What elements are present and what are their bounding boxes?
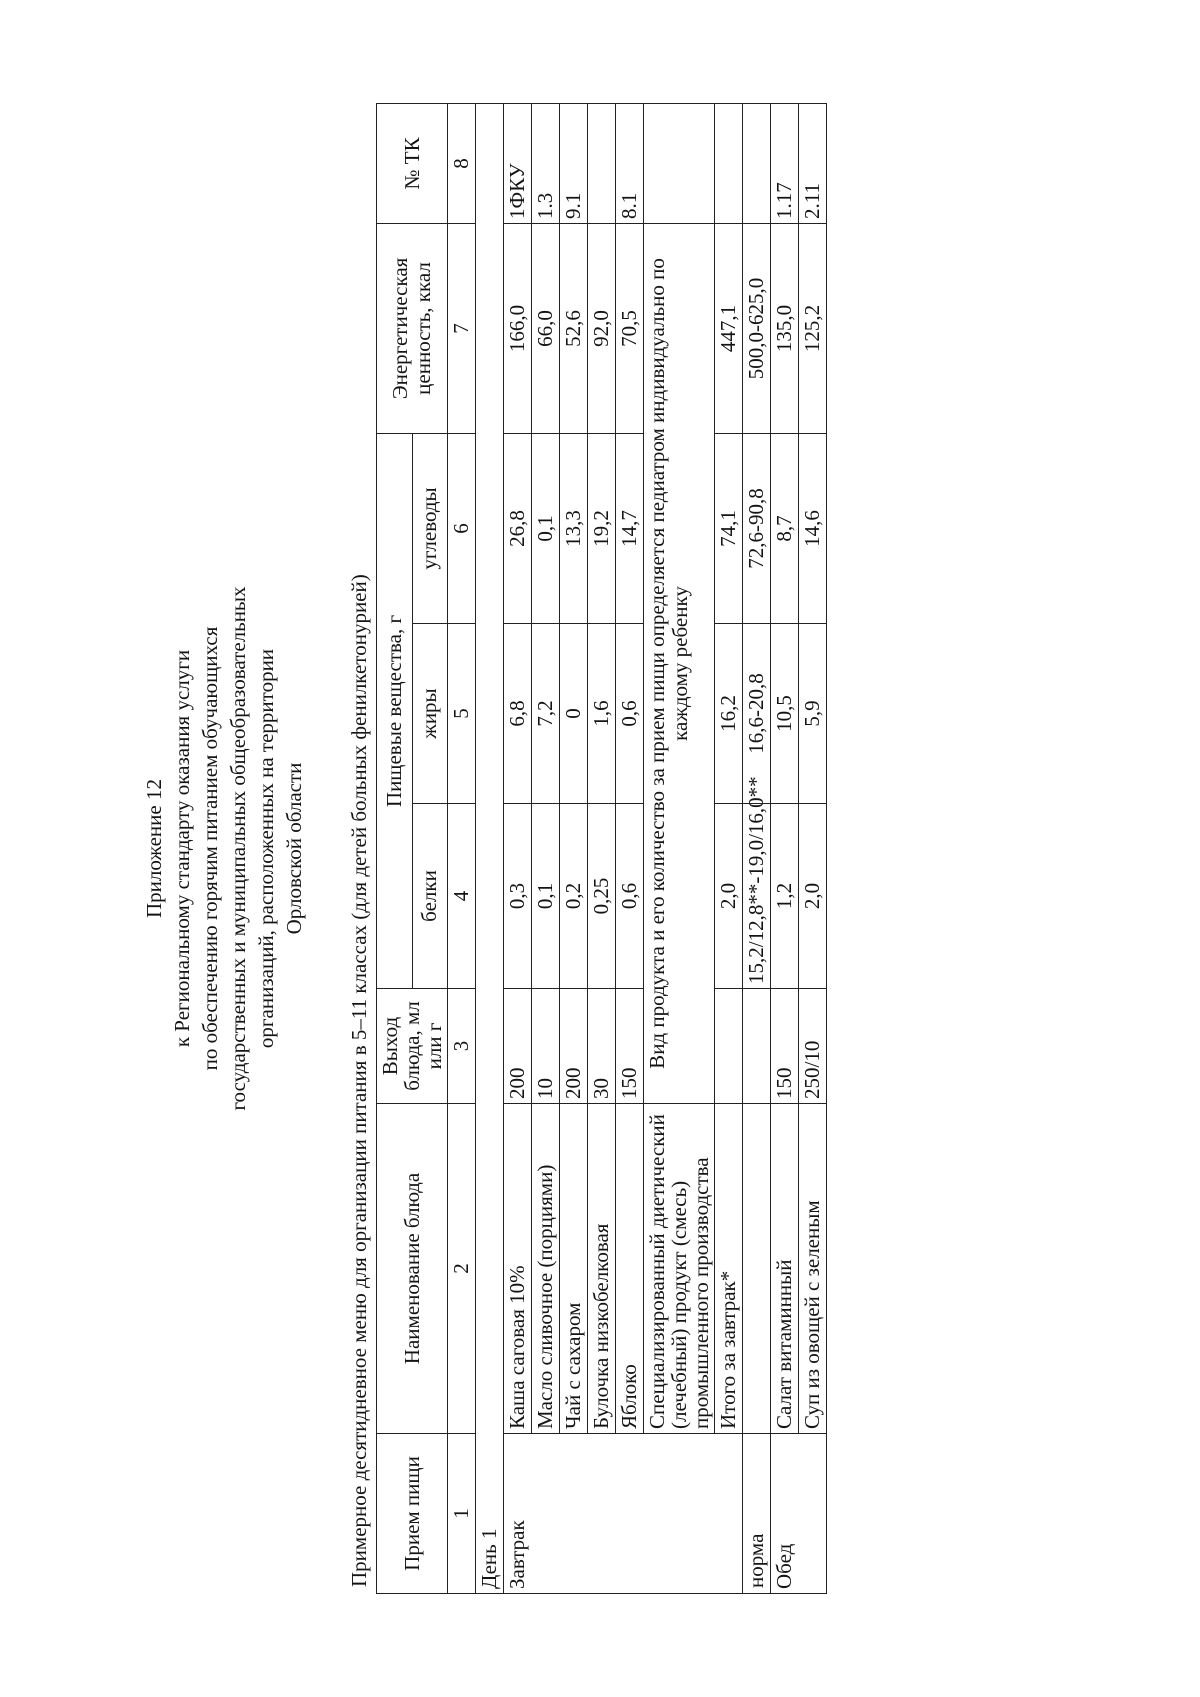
header-proteins: белки bbox=[412, 804, 448, 989]
table-row bbox=[588, 103, 616, 1593]
dish-fats: 10,5 bbox=[771, 624, 799, 804]
dish-energy: 52,6 bbox=[560, 223, 588, 433]
norm-label: норма bbox=[744, 1533, 768, 1588]
norm-separator bbox=[742, 1434, 743, 1594]
header-line: Приложение 12 bbox=[142, 779, 166, 918]
norm-proteins: 15,2/12,8**-19,0/16,0** bbox=[743, 804, 771, 989]
dish-fats: 0 bbox=[560, 624, 588, 804]
empty-cell bbox=[644, 103, 715, 223]
table-row bbox=[560, 103, 588, 1593]
header-line: по обеспечению горячим питанием обучающихся bbox=[198, 626, 222, 1071]
dish-energy: 92,0 bbox=[588, 223, 616, 433]
dish-name: Чай с сахаром bbox=[560, 1104, 588, 1434]
total-proteins: 2,0 bbox=[715, 804, 743, 989]
special-product-note: Вид продукта и его количество за прием пищи определяется педиатром индивидуально по каждому ребенку bbox=[644, 223, 715, 1103]
header-line: государственных и муниципальных общеобразовательных bbox=[226, 586, 250, 1111]
appendix-header bbox=[140, 0, 308, 1697]
total-carbs: 74,1 bbox=[715, 433, 743, 623]
dish-yield: 10 bbox=[532, 989, 560, 1104]
empty-cell bbox=[743, 103, 771, 223]
meal-label-breakfast: Завтрак bbox=[504, 1434, 771, 1594]
dish-proteins: 0,1 bbox=[532, 804, 560, 989]
dish-tk: 1ФКУ bbox=[504, 103, 532, 223]
norm-carbs: 72,6-90,8 bbox=[743, 433, 771, 623]
header-meal: Прием пищи bbox=[377, 1434, 448, 1594]
dish-energy: 70,5 bbox=[616, 223, 644, 433]
header-fats: жиры bbox=[412, 624, 448, 804]
dish-fats: 7,2 bbox=[532, 624, 560, 804]
dish-tk: 2.11 bbox=[799, 103, 827, 223]
dish-tk bbox=[588, 103, 616, 223]
dish-carbs: 26,8 bbox=[504, 433, 532, 623]
dish-proteins: 0,2 bbox=[560, 804, 588, 989]
dish-fats: 6,8 bbox=[504, 624, 532, 804]
dish-tk: 1.3 bbox=[532, 103, 560, 223]
header-carbs: углеводы bbox=[412, 433, 448, 623]
dish-fats: 1,6 bbox=[588, 624, 616, 804]
special-product-name: Специализированный диетический (лечебный) продукт (смесь) промышленного производства bbox=[644, 1104, 715, 1434]
menu-title: Примерное десятидневное меню для организации питания в 5–11 классах (для детей больных фенилкетонурией) bbox=[347, 574, 371, 1587]
dish-proteins: 0,6 bbox=[616, 804, 644, 989]
dish-tk: 1.17 bbox=[771, 103, 799, 223]
total-row bbox=[715, 103, 743, 1593]
column-number: 5 bbox=[448, 624, 476, 804]
dish-yield: 250/10 bbox=[799, 989, 827, 1104]
total-energy: 447,1 bbox=[715, 223, 743, 433]
dish-carbs: 14,7 bbox=[616, 433, 644, 623]
table-row bbox=[799, 103, 827, 1593]
dish-tk: 9.1 bbox=[560, 103, 588, 223]
empty-cell bbox=[715, 989, 743, 1104]
header-line: организаций, расположенных на территории bbox=[254, 648, 278, 1049]
dish-name: Булочка низкобелковая bbox=[588, 1104, 616, 1434]
table-row bbox=[771, 103, 799, 1593]
dish-fats: 5,9 bbox=[799, 624, 827, 804]
header-row bbox=[377, 103, 413, 1593]
dish-tk: 8.1 bbox=[616, 103, 644, 223]
table-row bbox=[504, 103, 532, 1593]
norm-fats: 16,6-20,8 bbox=[743, 624, 771, 804]
day-label: День 1 bbox=[476, 103, 504, 1593]
dish-carbs: 13,3 bbox=[560, 433, 588, 623]
column-number: 4 bbox=[448, 804, 476, 989]
dish-energy: 66,0 bbox=[532, 223, 560, 433]
menu-table bbox=[376, 103, 827, 1594]
dish-proteins: 0,3 bbox=[504, 804, 532, 989]
column-number: 8 bbox=[448, 103, 476, 223]
header-line: к Региональному стандарту оказания услуги bbox=[170, 649, 194, 1048]
dish-fats: 0,6 bbox=[616, 624, 644, 804]
column-number: 3 bbox=[448, 989, 476, 1104]
empty-cell bbox=[743, 989, 771, 1104]
column-number-row bbox=[448, 103, 476, 1593]
dish-name: Яблоко bbox=[616, 1104, 644, 1434]
column-number: 1 bbox=[448, 1434, 476, 1594]
dish-name: Каша саговая 10% bbox=[504, 1104, 532, 1434]
dish-yield: 200 bbox=[504, 989, 532, 1104]
dish-name: Масло сливочное (порциями) bbox=[532, 1104, 560, 1434]
dish-name: Салат витаминный bbox=[771, 1104, 799, 1434]
norm-row bbox=[743, 103, 771, 1593]
column-number: 6 bbox=[448, 433, 476, 623]
norm-energy: 500,0-625,0 bbox=[743, 223, 771, 433]
dish-name: Суп из овощей с зеленым bbox=[799, 1104, 827, 1434]
dish-carbs: 0,1 bbox=[532, 433, 560, 623]
header-nutrients: Пищевые вещества, г bbox=[377, 433, 413, 988]
header-energy: Энергетическая ценность, ккал bbox=[377, 223, 448, 433]
dish-carbs: 8,7 bbox=[771, 433, 799, 623]
column-number: 7 bbox=[448, 223, 476, 433]
header-dish: Наименование блюда bbox=[377, 1104, 448, 1434]
dish-energy: 125,2 bbox=[799, 223, 827, 433]
dish-carbs: 14,6 bbox=[799, 433, 827, 623]
dish-proteins: 1,2 bbox=[771, 804, 799, 989]
dish-carbs: 19,2 bbox=[588, 433, 616, 623]
dish-energy: 166,0 bbox=[504, 223, 532, 433]
table-row bbox=[616, 103, 644, 1593]
table-row bbox=[644, 103, 715, 1593]
day-row bbox=[476, 103, 504, 1593]
header-yield: Выход блюда, мл или г bbox=[377, 989, 448, 1104]
empty-cell bbox=[715, 103, 743, 223]
dish-yield: 150 bbox=[616, 989, 644, 1104]
dish-proteins: 2,0 bbox=[799, 804, 827, 989]
header-tk: № ТК bbox=[377, 103, 448, 223]
dish-proteins: 0,25 bbox=[588, 804, 616, 989]
dish-energy: 135,0 bbox=[771, 223, 799, 433]
column-number: 2 bbox=[448, 1104, 476, 1434]
dish-yield: 150 bbox=[771, 989, 799, 1104]
dish-yield: 30 bbox=[588, 989, 616, 1104]
total-label: Итого за завтрак* bbox=[715, 1104, 743, 1434]
dish-yield: 200 bbox=[560, 989, 588, 1104]
empty-cell bbox=[743, 1104, 771, 1434]
meal-label-lunch: Обед bbox=[771, 1434, 827, 1594]
header-line: Орловской области bbox=[282, 762, 306, 935]
table-row bbox=[532, 103, 560, 1593]
total-fats: 16,2 bbox=[715, 624, 743, 804]
